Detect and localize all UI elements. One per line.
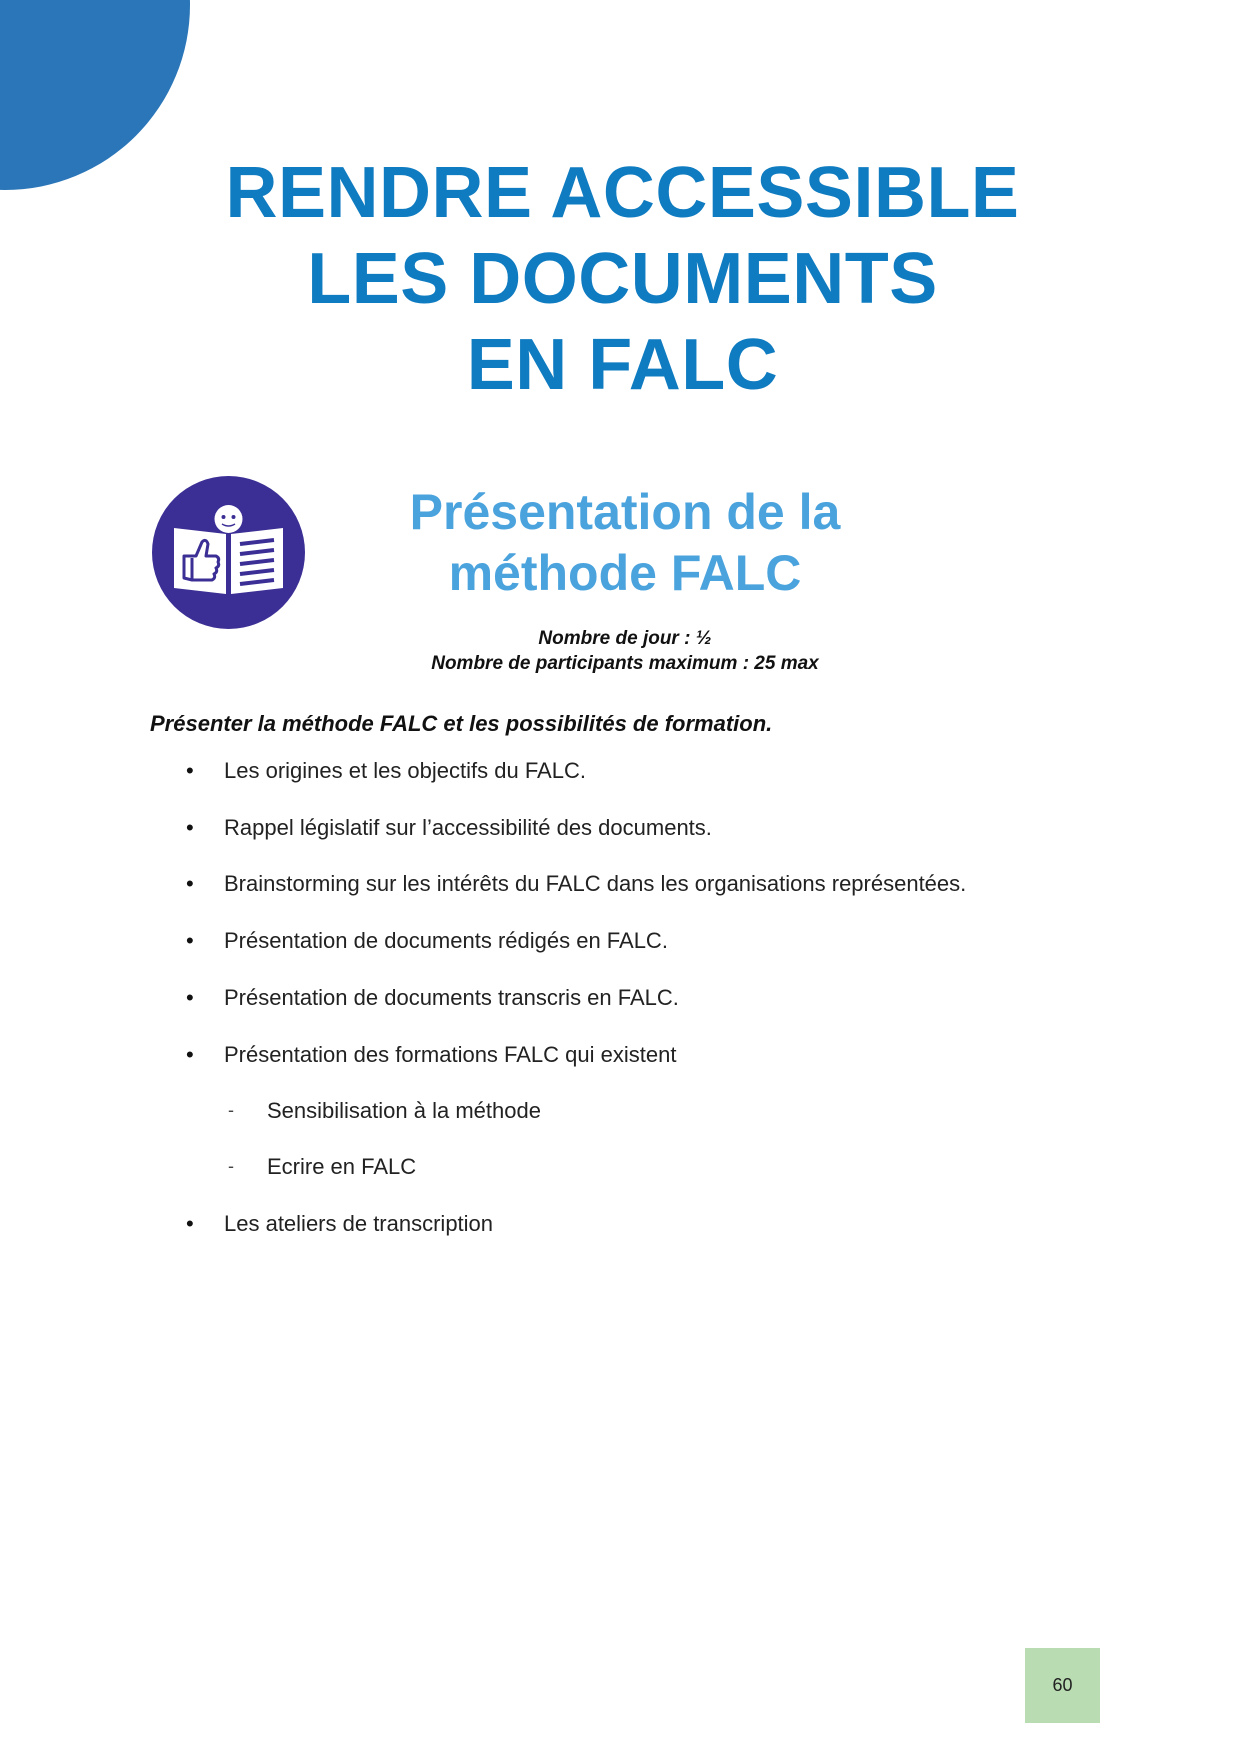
dash-marker: -: [228, 1100, 234, 1120]
list-item: Présentation des formations FALC qui existent: [224, 1042, 677, 1067]
bullet-marker: •: [186, 871, 194, 896]
easy-to-read-logo-icon: [152, 476, 305, 629]
list-item: Présentation de documents rédigés en FALC.: [224, 928, 668, 953]
bullet-marker: •: [186, 758, 194, 783]
sub-list-item: Sensibilisation à la méthode: [267, 1098, 541, 1123]
page-number: [1025, 1648, 1100, 1723]
bullet-marker: •: [186, 928, 194, 953]
section-title: [330, 482, 920, 604]
dash-marker: -: [228, 1156, 234, 1176]
list-item: Brainstorming sur les intérêts du FALC dans les organisations représentées.: [224, 871, 967, 896]
bullet-marker: •: [186, 1042, 194, 1067]
page-title-line: LES DOCUMENTS: [307, 239, 938, 319]
page-number-label: 60: [1052, 1675, 1073, 1695]
bullet-marker: •: [186, 985, 194, 1010]
list-item: Rappel législatif sur l’accessibilité des documents.: [224, 815, 712, 840]
bullet-marker: •: [186, 815, 194, 840]
list-item: Les ateliers de transcription: [224, 1211, 494, 1236]
section-title-line: Présentation de la: [409, 484, 841, 540]
course-meta: [330, 626, 920, 676]
intro-text: Présenter la méthode FALC et les possibilités de formation.: [150, 711, 773, 736]
page-title-line: EN FALC: [466, 325, 779, 405]
days-info: Nombre de jour : ½: [538, 628, 712, 649]
list-item: Présentation de documents transcris en FALC.: [224, 985, 679, 1010]
participants-info: Nombre de participants maximum : 25 max: [431, 653, 819, 674]
list-item: Les origines et les objectifs du FALC.: [224, 758, 586, 783]
bullet-marker: •: [186, 1211, 194, 1236]
page-title-line: RENDRE ACCESSIBLE: [225, 153, 1020, 233]
sub-list-item: Ecrire en FALC: [267, 1154, 417, 1179]
page-title: [0, 150, 1245, 408]
section-title-line: méthode FALC: [448, 545, 802, 601]
